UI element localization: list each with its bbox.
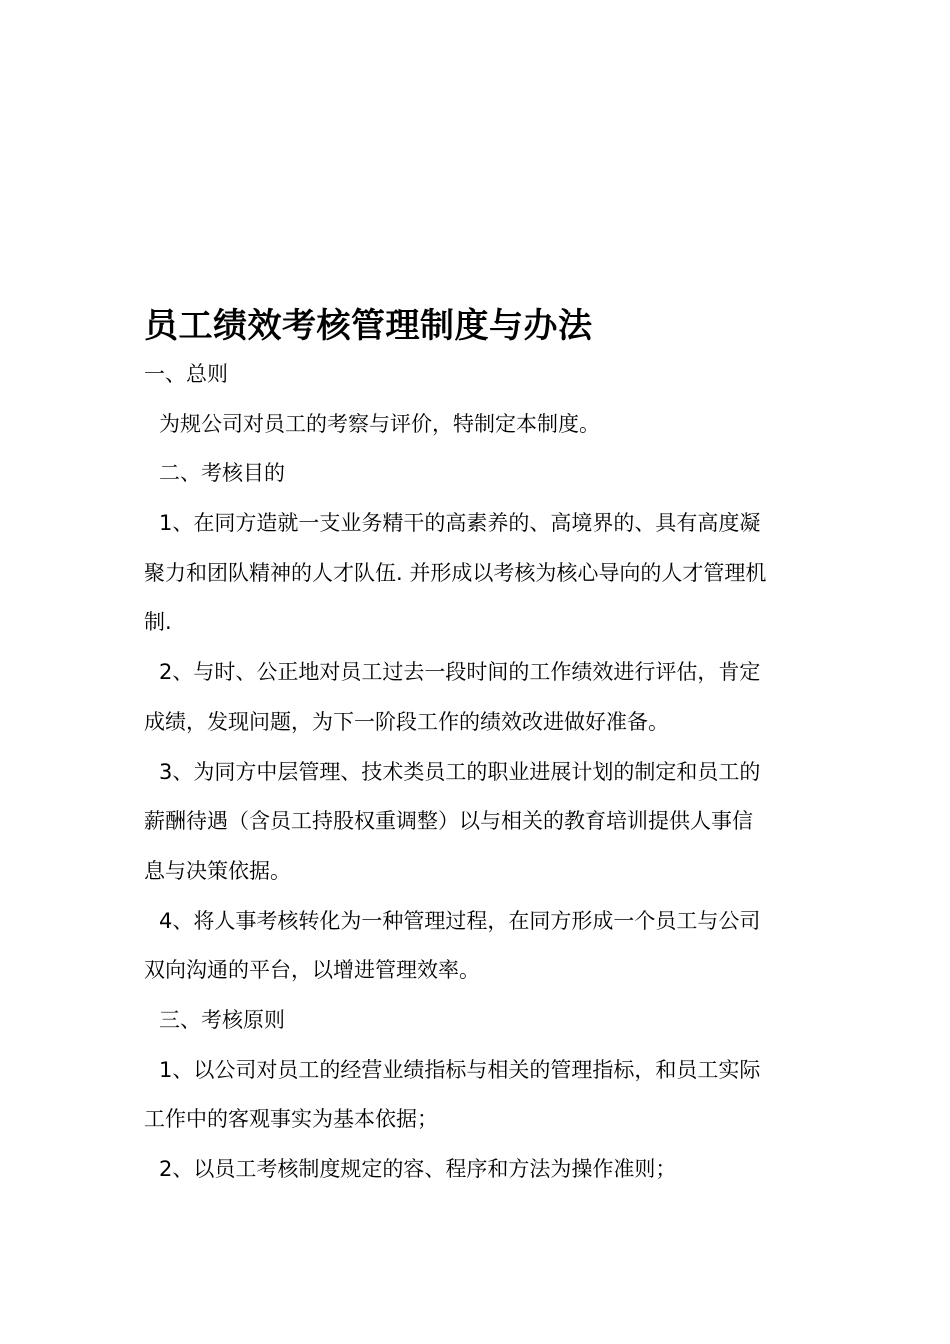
paragraph-line: 聚力和团队精神的人才队伍. 并形成以考核为核心导向的人才管理机 [144, 560, 767, 585]
paragraph-line: 制. [144, 610, 172, 635]
paragraph-line: 双向沟通的平台，以增进管理效率。 [144, 958, 480, 983]
paragraph-line: 为规公司对员工的考察与评价，特制定本制度。 [159, 411, 600, 436]
paragraph-line: 薪酬待遇（含员工持股权重调整）以与相关的教育培训提供人事信 [144, 809, 753, 834]
paragraph-line: 2、以员工考核制度规定的容、程序和方法为操作准则； [159, 1157, 677, 1181]
paragraph-line: 1、在同方造就一支业务精干的高素养的、高境界的、具有高度凝 [159, 511, 761, 536]
paragraph-line: 2、与时、公正地对员工过去一段时间的工作绩效进行评估，肯定 [159, 660, 761, 685]
paragraph-line: 息与决策依据。 [144, 858, 291, 883]
paragraph-line: 工作中的客观事实为基本依据； [144, 1107, 438, 1132]
paragraph-line: 1、以公司对员工的经营业绩指标与相关的管理指标，和员工实际 [159, 1057, 761, 1082]
paragraph-line: 4、将人事考核转化为一种管理过程，在同方形成一个员工与公司 [159, 908, 761, 933]
paragraph-line: 成绩，发现问题，为下一阶段工作的绩效改进做好准备。 [144, 709, 669, 734]
paragraph-line: 3、为同方中层管理、技术类员工的职业进展计划的制定和员工的 [159, 759, 761, 784]
document-title: 员工绩效考核管理制度与办法 [144, 306, 593, 346]
paragraph-line: 三、考核原则 [159, 1007, 285, 1032]
paragraph-line: 二、考核目的 [159, 461, 285, 486]
document-body [144, 350, 809, 1195]
paragraph-line: 一、总则 [144, 362, 228, 386]
